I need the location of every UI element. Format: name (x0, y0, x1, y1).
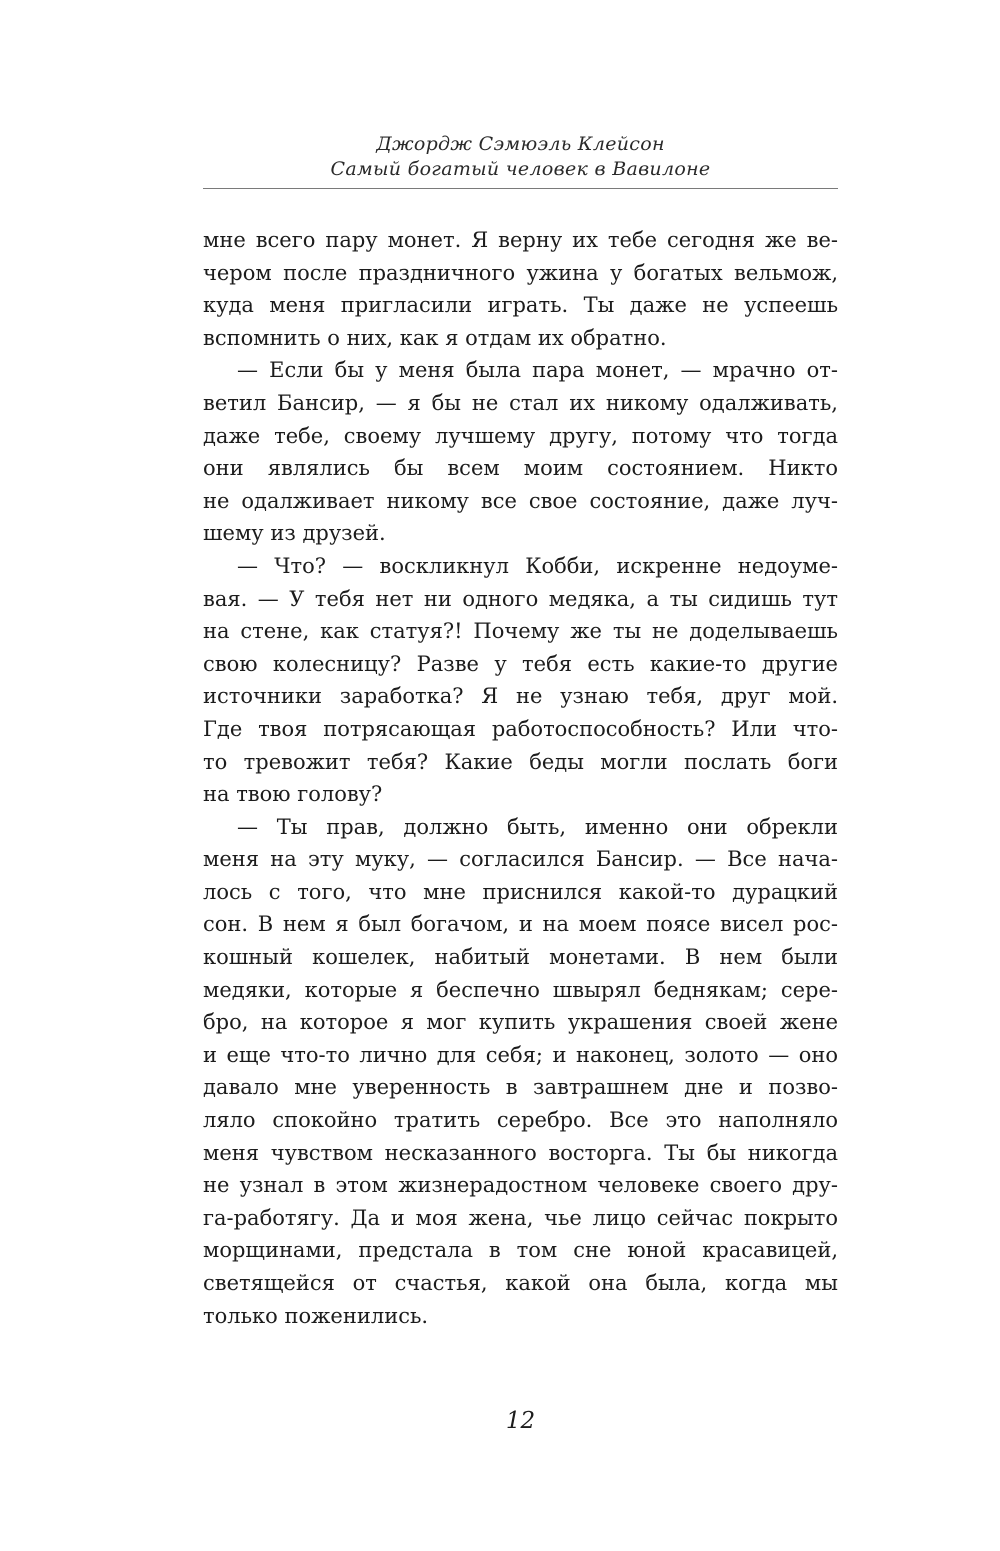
body-text (203, 224, 838, 1332)
text-line: чером после праздничного ужина у богатых вельмож, (203, 260, 838, 285)
text-line: шему из друзей. (203, 521, 386, 546)
page-number: 12 (505, 1408, 536, 1434)
text-line: на твою голову? (203, 782, 383, 807)
text-line: — Ты прав, должно быть, именно они обрекли (237, 814, 838, 839)
header-divider (203, 188, 838, 189)
text-line: не одалживает никому все свое состояние, даже луч- (203, 488, 838, 513)
text-line: даже тебе, своему лучшему другу, потому что тогда (203, 423, 838, 448)
text-line: Где твоя потрясающая работоспособность? Или что- (203, 716, 838, 741)
text-line: они являлись бы всем моим состоянием. Никто (203, 456, 838, 481)
text-line: морщинами, предстала в том сне юной красавицей, (203, 1238, 838, 1263)
text-line: давало мне уверенность в завтрашнем дне и позво- (203, 1075, 838, 1100)
text-line: вспомнить о них, как я отдам их обратно. (203, 325, 667, 350)
text-line: бро, на которое я мог купить украшения своей жене (203, 1010, 838, 1035)
book-title: Самый богатый человек в Вавилоне (330, 158, 711, 180)
text-line: ляло спокойно тратить серебро. Все это наполняло (203, 1108, 838, 1133)
running-head (203, 132, 838, 182)
text-line: то тревожит тебя? Какие беды могли послать боги (203, 749, 838, 774)
text-line: — Что? — воскликнул Кобби, искренне недоуме- (237, 553, 838, 578)
text-line: меня на эту муку, — согласился Бансир. — Все нача- (203, 847, 838, 872)
text-line: и еще что-то лично для себя; и наконец, золото — оно (203, 1042, 838, 1067)
text-line: куда меня пригласили играть. Ты даже не успеешь (203, 293, 838, 318)
text-line: — Если бы у меня была пара монет, — мрачно от- (237, 358, 838, 383)
text-line: вая. — У тебя нет ни одного медяка, а ты сидишь тут (203, 586, 838, 611)
text-line: га-работягу. Да и моя жена, чье лицо сейчас покрыто (203, 1205, 838, 1230)
text-line: ветил Бансир, — я бы не стал их никому одалживать, (203, 390, 838, 415)
text-line: мне всего пару монет. Я верну их тебе сегодня же ве- (203, 228, 838, 252)
text-line: светящейся от счастья, какой она была, когда мы (203, 1271, 838, 1295)
author-name: Джордж Сэмюэль Клейсон (376, 133, 665, 155)
text-line: на стене, как статуя?! Почему же ты не доделываешь (203, 619, 838, 644)
text-line: не узнал в этом жизнерадостном человеке своего дру- (203, 1173, 838, 1198)
text-line: только поженились. (203, 1303, 429, 1328)
text-line: свою колесницу? Разве у тебя есть какие-то другие (203, 651, 838, 676)
text-line: лось с того, что мне приснился какой-то дурацкий (203, 879, 838, 904)
text-line: кошный кошелек, набитый монетами. В нем были (203, 945, 838, 970)
text-line: меня чувством несказанного восторга. Ты бы никогда (203, 1140, 838, 1165)
text-line: источники заработка? Я не узнаю тебя, друг мой. (203, 684, 838, 709)
text-line: медяки, которые я беспечно швырял беднякам; сере- (203, 977, 838, 1002)
text-line: сон. В нем я был богачом, и на моем поясе висел рос- (203, 912, 838, 937)
